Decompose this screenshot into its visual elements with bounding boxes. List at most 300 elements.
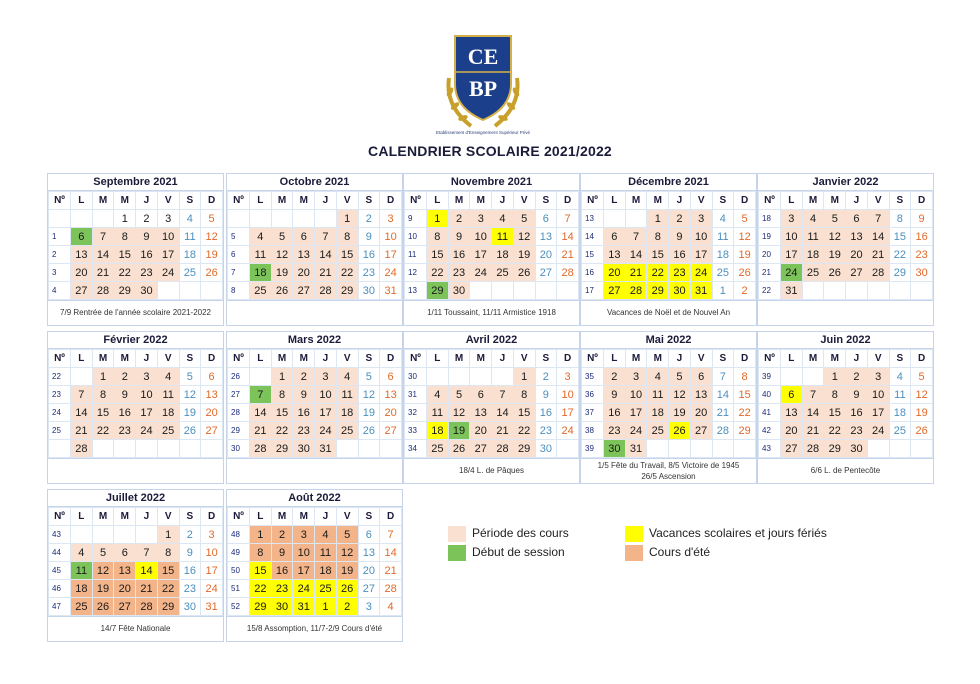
day-cell: 20 (201, 404, 223, 422)
day-cell: 3 (557, 368, 579, 386)
weekday-header: M (293, 508, 315, 526)
day-cell: 18 (157, 404, 179, 422)
day-cell: 8 (734, 368, 756, 386)
month-block (226, 173, 403, 326)
weekday-header: Nº (759, 350, 781, 368)
day-cell: 15 (647, 246, 669, 264)
month-note (758, 300, 933, 325)
week-number: 45 (49, 562, 71, 580)
day-cell: 26 (669, 422, 691, 440)
day-cell (867, 440, 889, 458)
weekday-header: V (513, 350, 535, 368)
day-cell (427, 368, 449, 386)
week-number: 7 (228, 264, 250, 282)
day-cell (781, 368, 803, 386)
month-block (403, 331, 580, 484)
weekday-header: S (712, 350, 734, 368)
day-cell: 25 (179, 264, 201, 282)
day-cell: 8 (336, 228, 358, 246)
day-cell (114, 440, 136, 458)
weekday-header: V (867, 192, 889, 210)
day-cell: 3 (315, 368, 337, 386)
day-cell: 11 (179, 228, 201, 246)
day-cell: 9 (179, 544, 201, 562)
day-cell (271, 210, 293, 228)
day-cell: 4 (380, 598, 402, 616)
day-cell: 22 (250, 580, 272, 598)
day-cell (669, 440, 691, 458)
day-cell: 25 (250, 282, 272, 300)
week-row (49, 562, 223, 580)
month-note: 1/5 Fête du Travail, 8/5 Victoire de 1945 26/5 Ascension (581, 458, 756, 483)
month-name: Avril 2022 (404, 332, 579, 349)
week-row (228, 386, 402, 404)
week-row (49, 228, 223, 246)
day-cell: 14 (92, 246, 114, 264)
day-cell: 25 (427, 440, 449, 458)
week-number: 28 (228, 404, 250, 422)
day-cell: 1 (647, 210, 669, 228)
week-row (405, 440, 579, 458)
day-cell: 7 (867, 210, 889, 228)
logo-text-bottom: BP (468, 76, 498, 101)
weekday-header: Nº (405, 350, 427, 368)
day-cell: 2 (358, 210, 380, 228)
day-cell: 27 (781, 440, 803, 458)
day-cell: 21 (557, 246, 579, 264)
day-cell: 19 (734, 246, 756, 264)
day-cell: 4 (157, 368, 179, 386)
day-cell: 16 (604, 404, 626, 422)
week-row (582, 210, 756, 228)
weekday-header: J (846, 192, 868, 210)
day-cell (71, 368, 93, 386)
day-cell: 22 (114, 264, 136, 282)
week-number: 43 (49, 526, 71, 544)
week-row (228, 282, 402, 300)
week-number: 14 (582, 228, 604, 246)
week-row (228, 580, 402, 598)
week-row (49, 580, 223, 598)
day-cell: 19 (336, 562, 358, 580)
day-cell: 22 (734, 404, 756, 422)
weekday-header: M (271, 508, 293, 526)
day-cell: 7 (71, 386, 93, 404)
day-cell: 12 (201, 228, 223, 246)
day-cell: 6 (71, 228, 93, 246)
day-cell: 3 (625, 368, 647, 386)
day-cell: 14 (492, 404, 514, 422)
month-name: Juillet 2022 (48, 490, 223, 507)
day-cell: 9 (136, 228, 158, 246)
day-cell: 26 (92, 598, 114, 616)
day-cell (734, 440, 756, 458)
day-cell: 18 (315, 562, 337, 580)
weekday-header: M (470, 192, 492, 210)
day-cell: 12 (824, 228, 846, 246)
week-number: 22 (49, 368, 71, 386)
month-name: Février 2022 (48, 332, 223, 349)
weekday-header: M (271, 192, 293, 210)
day-cell: 3 (293, 526, 315, 544)
month-note (227, 458, 402, 483)
day-cell (557, 282, 579, 300)
day-cell: 20 (470, 422, 492, 440)
weekday-header: D (380, 192, 402, 210)
weekday-header: V (690, 350, 712, 368)
day-cell (201, 440, 223, 458)
day-cell: 19 (513, 246, 535, 264)
day-cell: 29 (114, 282, 136, 300)
weekday-header: D (380, 350, 402, 368)
day-cell: 11 (336, 386, 358, 404)
week-number: 31 (405, 386, 427, 404)
weekday-header: Nº (405, 192, 427, 210)
day-cell: 28 (315, 282, 337, 300)
day-cell: 17 (690, 246, 712, 264)
day-cell: 1 (712, 282, 734, 300)
day-cell: 25 (647, 422, 669, 440)
weekday-header: M (92, 350, 114, 368)
week-number: 3 (49, 264, 71, 282)
day-cell: 5 (824, 210, 846, 228)
day-cell: 14 (250, 404, 272, 422)
day-cell: 26 (824, 264, 846, 282)
day-cell: 29 (513, 440, 535, 458)
legend-cours-label: Période des cours (472, 526, 569, 541)
month-name: Juin 2022 (758, 332, 933, 349)
day-cell: 26 (734, 264, 756, 282)
week-number: 29 (228, 422, 250, 440)
day-cell: 16 (846, 404, 868, 422)
day-cell: 11 (250, 246, 272, 264)
day-cell: 11 (427, 404, 449, 422)
weekday-header: L (781, 350, 803, 368)
week-row (582, 282, 756, 300)
day-cell: 4 (250, 228, 272, 246)
week-number: 33 (405, 422, 427, 440)
day-cell: 21 (92, 264, 114, 282)
day-cell: 30 (293, 440, 315, 458)
legend-cours-swatch (448, 526, 466, 542)
day-cell: 4 (427, 386, 449, 404)
week-number: 38 (582, 422, 604, 440)
day-cell: 9 (669, 228, 691, 246)
day-cell: 10 (690, 228, 712, 246)
day-cell: 24 (867, 422, 889, 440)
day-cell: 1 (427, 210, 449, 228)
day-cell: 13 (604, 246, 626, 264)
day-cell: 29 (889, 264, 911, 282)
day-cell (250, 210, 272, 228)
week-row (49, 264, 223, 282)
day-cell: 24 (201, 580, 223, 598)
weekday-header: S (535, 192, 557, 210)
day-cell: 29 (271, 440, 293, 458)
day-cell: 24 (315, 422, 337, 440)
day-cell: 22 (824, 422, 846, 440)
day-cell: 20 (358, 562, 380, 580)
day-cell: 31 (201, 598, 223, 616)
week-row (228, 440, 402, 458)
week-number: 35 (582, 368, 604, 386)
day-cell: 24 (557, 422, 579, 440)
day-cell: 11 (492, 228, 514, 246)
day-cell: 2 (114, 368, 136, 386)
day-cell: 21 (625, 264, 647, 282)
day-cell: 5 (179, 368, 201, 386)
week-number: 42 (759, 422, 781, 440)
weekday-header: L (604, 192, 626, 210)
day-cell: 3 (157, 210, 179, 228)
day-cell: 11 (802, 228, 824, 246)
weekday-header: Nº (228, 192, 250, 210)
day-cell (470, 282, 492, 300)
week-row (228, 404, 402, 422)
day-cell: 30 (448, 282, 470, 300)
day-cell: 24 (690, 264, 712, 282)
day-cell: 3 (380, 210, 402, 228)
day-cell: 17 (625, 404, 647, 422)
week-row (228, 210, 402, 228)
month-note: 7/9 Rentrée de l'année scolaire 2021-2022 (48, 300, 223, 325)
day-cell: 16 (271, 562, 293, 580)
weekday-header: L (71, 350, 93, 368)
month-block (580, 331, 757, 484)
weekday-header: D (911, 350, 933, 368)
day-cell: 4 (492, 210, 514, 228)
day-cell: 8 (250, 544, 272, 562)
day-cell: 26 (448, 440, 470, 458)
day-cell: 12 (513, 228, 535, 246)
day-cell: 16 (179, 562, 201, 580)
day-cell: 14 (315, 246, 337, 264)
week-number: 41 (759, 404, 781, 422)
day-cell: 27 (690, 422, 712, 440)
day-cell: 25 (889, 422, 911, 440)
week-number: 21 (759, 264, 781, 282)
weekday-header: D (734, 192, 756, 210)
day-cell: 9 (271, 544, 293, 562)
week-row (759, 264, 933, 282)
week-number: 26 (228, 368, 250, 386)
week-row (759, 404, 933, 422)
day-cell: 23 (911, 246, 933, 264)
day-cell: 23 (179, 580, 201, 598)
day-cell: 17 (781, 246, 803, 264)
day-cell: 1 (271, 368, 293, 386)
week-row (759, 440, 933, 458)
week-number: 18 (759, 210, 781, 228)
day-cell: 2 (535, 368, 557, 386)
week-number: 4 (49, 282, 71, 300)
day-cell: 27 (71, 282, 93, 300)
week-number: 47 (49, 598, 71, 616)
week-number: 1 (49, 228, 71, 246)
day-cell: 21 (867, 246, 889, 264)
day-cell: 21 (380, 562, 402, 580)
week-row (582, 440, 756, 458)
day-cell: 19 (448, 422, 470, 440)
day-cell (712, 440, 734, 458)
weekday-header: L (250, 350, 272, 368)
day-cell: 12 (271, 246, 293, 264)
day-cell: 24 (781, 264, 803, 282)
weekday-header: J (492, 350, 514, 368)
day-cell: 15 (114, 246, 136, 264)
week-number: 27 (228, 386, 250, 404)
weekday-header: S (358, 508, 380, 526)
week-row (405, 228, 579, 246)
day-cell: 2 (669, 210, 691, 228)
week-number: 5 (228, 228, 250, 246)
day-cell (92, 526, 114, 544)
week-number: 34 (405, 440, 427, 458)
day-cell: 28 (802, 440, 824, 458)
week-row (228, 368, 402, 386)
day-cell (492, 282, 514, 300)
weekday-header: L (250, 508, 272, 526)
day-cell: 16 (358, 246, 380, 264)
day-cell: 30 (271, 598, 293, 616)
month-note: 6/6 L. de Pentecôte (758, 458, 933, 483)
day-cell: 16 (535, 404, 557, 422)
month-block (47, 173, 224, 326)
day-cell: 23 (136, 264, 158, 282)
weekday-header: M (802, 350, 824, 368)
day-cell: 9 (535, 386, 557, 404)
month-note: 18/4 L. de Pâques (404, 458, 579, 483)
day-cell: 26 (358, 422, 380, 440)
day-cell: 29 (250, 598, 272, 616)
day-cell: 6 (380, 368, 402, 386)
day-cell: 21 (71, 422, 93, 440)
day-cell: 14 (557, 228, 579, 246)
day-cell: 3 (358, 598, 380, 616)
weekday-header: V (690, 192, 712, 210)
weekday-header: M (92, 508, 114, 526)
day-cell: 7 (712, 368, 734, 386)
day-cell: 29 (157, 598, 179, 616)
week-row (582, 386, 756, 404)
weekday-header: J (669, 350, 691, 368)
day-cell (293, 210, 315, 228)
week-row (405, 368, 579, 386)
week-row (228, 246, 402, 264)
day-cell (179, 282, 201, 300)
day-cell: 18 (492, 246, 514, 264)
day-cell: 25 (71, 598, 93, 616)
day-cell: 7 (380, 526, 402, 544)
week-row (49, 422, 223, 440)
day-cell: 26 (201, 264, 223, 282)
month-block (47, 331, 224, 484)
day-cell: 8 (824, 386, 846, 404)
week-number: 37 (582, 404, 604, 422)
day-cell (824, 282, 846, 300)
weekday-header: D (557, 192, 579, 210)
legend-cours (448, 526, 569, 542)
day-cell: 13 (470, 404, 492, 422)
day-cell: 8 (92, 386, 114, 404)
day-cell: 23 (271, 580, 293, 598)
logo-text-top: CE (467, 44, 499, 69)
day-cell: 6 (535, 210, 557, 228)
week-number: 20 (759, 246, 781, 264)
day-cell: 27 (380, 422, 402, 440)
weekday-header: M (448, 350, 470, 368)
day-cell: 10 (136, 386, 158, 404)
week-number: 44 (49, 544, 71, 562)
weekday-header: M (625, 192, 647, 210)
week-row (582, 368, 756, 386)
day-cell (867, 282, 889, 300)
day-cell: 31 (625, 440, 647, 458)
legend-ete (625, 545, 710, 561)
day-cell: 20 (380, 404, 402, 422)
weekday-header: Nº (49, 350, 71, 368)
day-cell: 21 (250, 422, 272, 440)
week-row (49, 246, 223, 264)
week-number: 19 (759, 228, 781, 246)
weekday-header: Nº (228, 350, 250, 368)
day-cell: 14 (625, 246, 647, 264)
month-block (403, 173, 580, 326)
day-cell: 11 (315, 544, 337, 562)
day-cell: 2 (846, 368, 868, 386)
day-cell (911, 440, 933, 458)
weekday-header: M (824, 192, 846, 210)
day-cell: 10 (557, 386, 579, 404)
weekday-header: S (889, 350, 911, 368)
weekday-header: L (427, 350, 449, 368)
day-cell: 18 (712, 246, 734, 264)
day-cell: 17 (157, 246, 179, 264)
day-cell: 7 (92, 228, 114, 246)
day-cell: 13 (781, 404, 803, 422)
day-cell: 21 (802, 422, 824, 440)
day-cell: 9 (604, 386, 626, 404)
week-row (228, 228, 402, 246)
day-cell: 23 (358, 264, 380, 282)
week-row (228, 526, 402, 544)
day-cell: 13 (380, 386, 402, 404)
month-name: Mars 2022 (227, 332, 402, 349)
day-cell: 17 (201, 562, 223, 580)
weekday-header: M (647, 192, 669, 210)
day-cell: 15 (824, 404, 846, 422)
week-row (49, 282, 223, 300)
week-row (49, 368, 223, 386)
week-number: 12 (405, 264, 427, 282)
day-cell: 23 (535, 422, 557, 440)
day-cell: 18 (71, 580, 93, 598)
day-cell (802, 368, 824, 386)
day-cell: 20 (535, 246, 557, 264)
day-cell: 17 (315, 404, 337, 422)
week-number: 50 (228, 562, 250, 580)
day-cell: 16 (669, 246, 691, 264)
day-cell: 28 (380, 580, 402, 598)
weekday-header: J (136, 192, 158, 210)
month-name: Janvier 2022 (758, 174, 933, 191)
day-cell (250, 368, 272, 386)
day-cell (802, 282, 824, 300)
day-cell: 30 (604, 440, 626, 458)
day-cell: 29 (824, 440, 846, 458)
day-cell: 18 (427, 422, 449, 440)
weekday-header: M (271, 350, 293, 368)
